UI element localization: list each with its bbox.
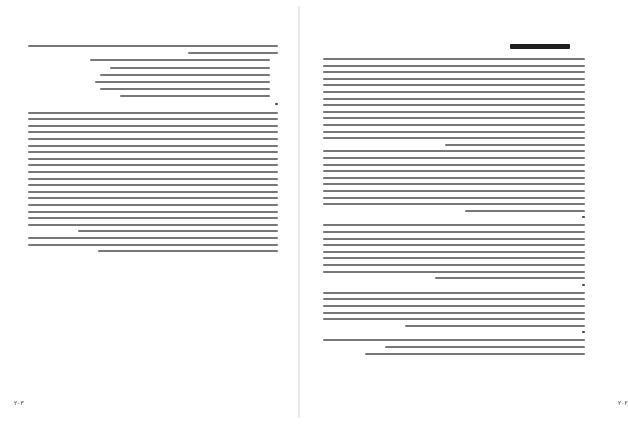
text-line xyxy=(28,112,278,114)
text-line xyxy=(28,158,278,160)
text-line xyxy=(323,271,585,273)
text-line xyxy=(405,325,585,327)
text-line xyxy=(98,250,278,252)
text-line xyxy=(323,78,585,80)
right-page-number: ۲۰۲ xyxy=(618,400,628,407)
text-line xyxy=(323,104,585,106)
text-line xyxy=(323,312,585,314)
text-line xyxy=(28,45,278,47)
text-line xyxy=(323,183,585,185)
text-line xyxy=(323,224,585,226)
text-line xyxy=(110,67,270,69)
text-line xyxy=(95,81,270,83)
text-line xyxy=(323,257,585,259)
text-line xyxy=(28,224,278,226)
text-line xyxy=(323,318,585,320)
text-line xyxy=(323,91,585,93)
text-line xyxy=(275,103,278,105)
text-line xyxy=(323,131,585,133)
text-line xyxy=(323,238,585,240)
text-line xyxy=(323,305,585,307)
text-line xyxy=(100,88,270,90)
text-line xyxy=(28,138,278,140)
text-line xyxy=(323,84,585,86)
text-line xyxy=(323,244,585,246)
text-line xyxy=(465,210,585,212)
text-line xyxy=(582,331,585,333)
text-line xyxy=(323,157,585,159)
text-line xyxy=(323,58,585,60)
text-line xyxy=(435,277,585,279)
text-line xyxy=(323,231,585,233)
text-line xyxy=(188,52,278,54)
text-line xyxy=(323,197,585,199)
text-line xyxy=(582,284,585,286)
text-line xyxy=(28,204,278,206)
text-line xyxy=(28,118,278,120)
text-line xyxy=(28,125,278,127)
text-line xyxy=(28,184,278,186)
text-line xyxy=(365,353,585,355)
text-line xyxy=(323,65,585,67)
text-line xyxy=(323,71,585,73)
text-line xyxy=(323,264,585,266)
left-page xyxy=(0,0,300,424)
text-line xyxy=(120,95,270,97)
text-line xyxy=(323,170,585,172)
text-line xyxy=(28,145,278,147)
text-line xyxy=(28,244,278,246)
chapter-title xyxy=(510,44,570,49)
text-line xyxy=(323,251,585,253)
text-line xyxy=(323,190,585,192)
text-line xyxy=(323,117,585,119)
text-line xyxy=(323,98,585,100)
text-line xyxy=(28,131,278,133)
text-line xyxy=(28,164,278,166)
text-line xyxy=(323,339,585,341)
text-line xyxy=(28,151,278,153)
text-line xyxy=(28,171,278,173)
text-line xyxy=(323,298,585,300)
text-line xyxy=(323,124,585,126)
text-line xyxy=(323,111,585,113)
right-page xyxy=(300,0,628,424)
text-line xyxy=(323,137,585,139)
left-page-number: ۲۰۳ xyxy=(14,400,24,407)
text-line xyxy=(100,74,270,76)
text-line xyxy=(28,237,278,239)
text-line xyxy=(28,191,278,193)
text-line xyxy=(323,292,585,294)
text-line xyxy=(582,216,585,218)
text-line xyxy=(323,164,585,166)
text-line xyxy=(445,144,585,146)
text-line xyxy=(28,217,278,219)
text-line xyxy=(28,178,278,180)
text-line xyxy=(78,230,278,232)
text-line xyxy=(28,197,278,199)
text-line xyxy=(28,211,278,213)
text-line xyxy=(90,59,270,61)
text-line xyxy=(385,346,585,348)
text-line xyxy=(323,150,585,152)
text-line xyxy=(323,177,585,179)
text-line xyxy=(323,203,585,205)
